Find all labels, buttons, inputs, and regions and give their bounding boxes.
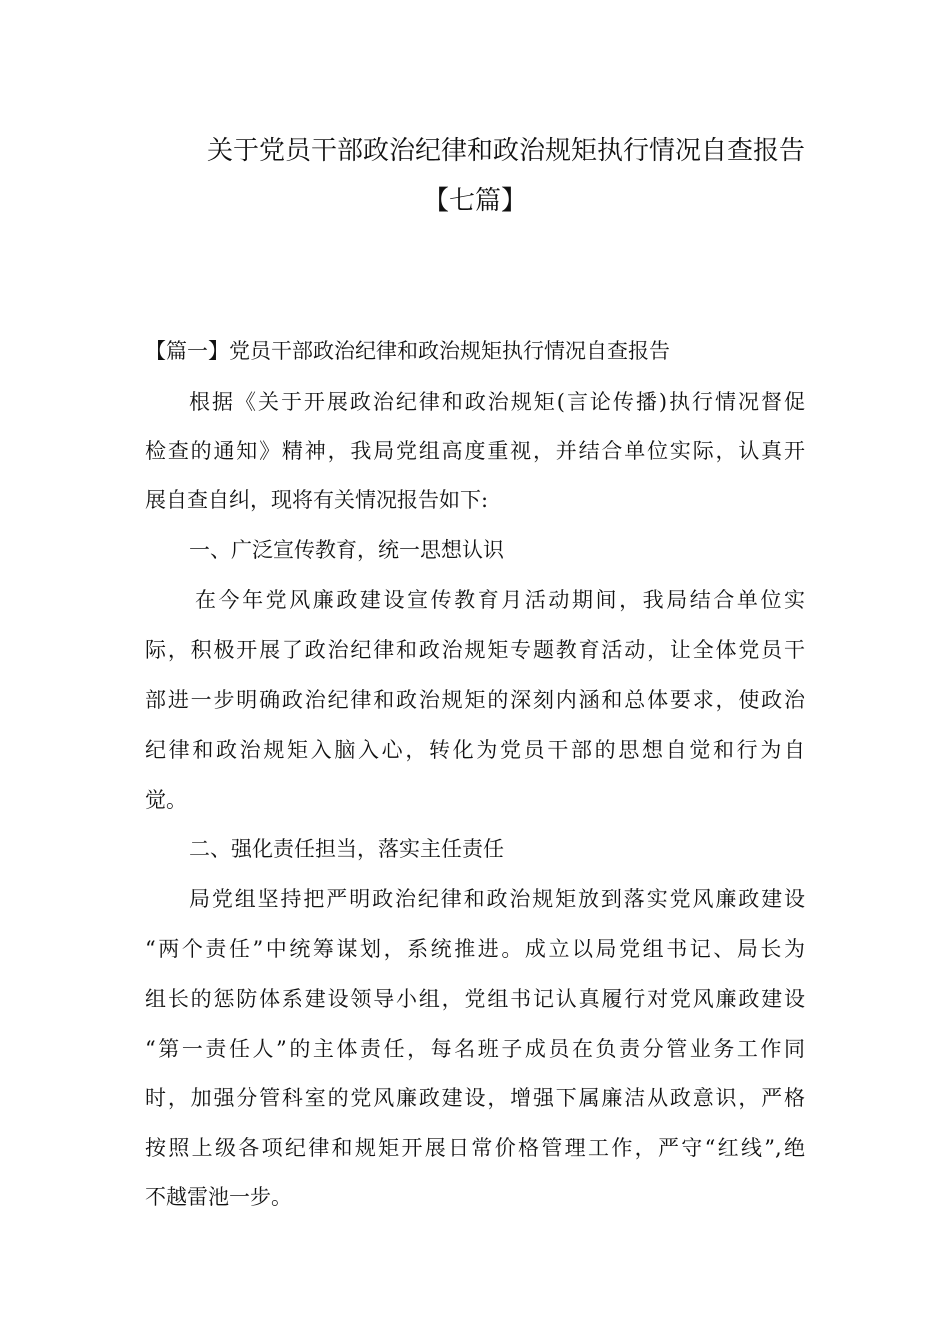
paragraph-line: 时，加强分管科室的党风廉政建设，增强下属廉洁从政意识，严格 [145,1086,805,1110]
paragraph-line: “两个责任”中统筹谋划，系统推进。成立以局党组书记、局长为 [145,937,805,961]
paragraph-line: 组长的惩防体系建设领导小组，党组书记认真履行对党风廉政建设 [145,987,805,1011]
paragraph-line: 际，积极开展了政治纪律和政治规矩专题教育活动，让全体党员干 [145,638,805,662]
paragraph-line: 根据《关于开展政治纪律和政治规矩(言论传播)执行情况督促 [189,390,805,414]
paragraph-line: “第一责任人”的主体责任，每名班子成员在负责分管业务工作同 [145,1037,805,1061]
paragraph-line: 展自查自纠，现将有关情况报告如下: [145,488,489,512]
paragraph-line: 觉。 [145,788,187,812]
document-title-subtitle: 【七篇】 [422,186,527,216]
paragraph-line: 纪律和政治规矩入脑入心，转化为党员干部的思想自觉和行为自 [145,738,805,762]
paragraph-line: 在今年党风廉政建设宣传教育月活动期间，我局结合单位实 [195,588,805,612]
paragraph-line: 按照上级各项纪律和规矩开展日常价格管理工作，严守“红线”,绝 [145,1136,805,1160]
subsection-heading: 一、广泛宣传教育，统一思想认识 [189,538,504,562]
document-title: 关于党员干部政治纪律和政治规矩执行情况自查报告 [206,136,805,166]
subsection-heading: 二、强化责任担当，落实主任责任 [189,837,504,861]
section-heading: 【篇一】党员干部政治纪律和政治规矩执行情况自查报告 [145,339,670,363]
paragraph-line: 检查的通知》精神，我局党组高度重视，并结合单位实际，认真开 [145,439,805,463]
paragraph-line: 局党组坚持把严明政治纪律和政治规矩放到落实党风廉政建设 [189,887,805,911]
paragraph-line: 部进一步明确政治纪律和政治规矩的深刻内涵和总体要求，使政治 [145,688,805,712]
paragraph-line: 不越雷池一步。 [145,1185,292,1209]
